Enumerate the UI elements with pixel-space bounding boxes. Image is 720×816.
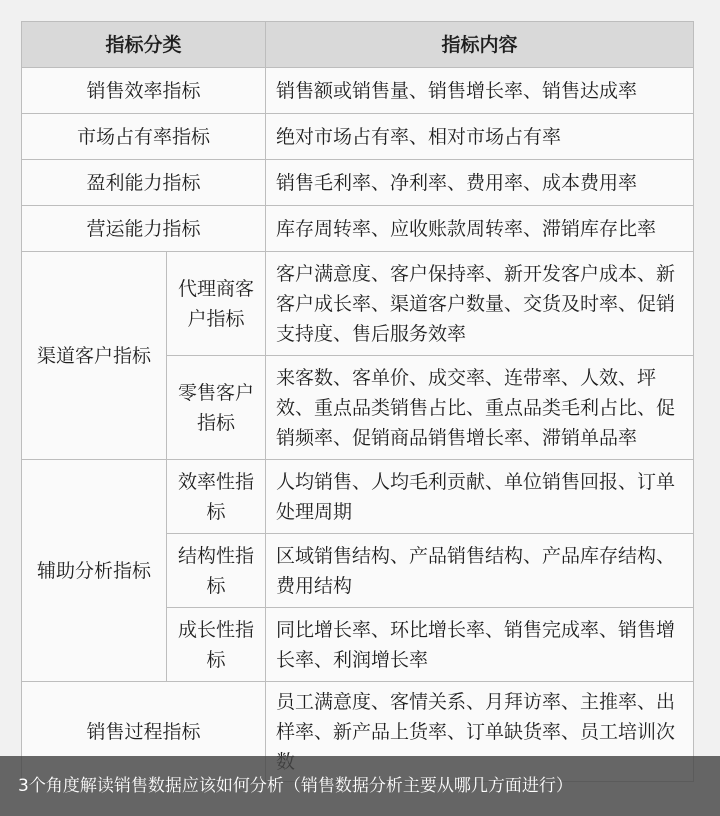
row-content: 销售毛利率、净利率、费用率、成本费用率 (266, 160, 694, 206)
channel-retail-content: 来客数、客单价、成交率、连带率、人效、坪效、重点品类销售占比、重点品类毛利占比、促销频率、促销商品销售增长率、滞销单品率 (266, 356, 694, 460)
table-header-row (22, 22, 694, 68)
table-row (22, 68, 694, 114)
aux-sub-efficiency: 效率性指标 (167, 460, 266, 534)
process-category: 销售过程指标 (22, 682, 266, 782)
aux-efficiency-content: 人均销售、人均毛利贡献、单位销售回报、订单处理周期 (266, 460, 694, 534)
indicator-table-container (21, 21, 693, 782)
row-category: 市场占有率指标 (22, 114, 266, 160)
header-category: 指标分类 (22, 22, 266, 68)
row-category: 营运能力指标 (22, 206, 266, 252)
row-content: 库存周转率、应收账款周转率、滞销库存比率 (266, 206, 694, 252)
aux-sub-growth: 成长性指标 (167, 608, 266, 682)
header-content: 指标内容 (266, 22, 694, 68)
table-row (22, 160, 694, 206)
table-row (22, 460, 694, 534)
auxiliary-category: 辅助分析指标 (22, 460, 167, 682)
row-content: 绝对市场占有率、相对市场占有率 (266, 114, 694, 160)
channel-category: 渠道客户指标 (22, 252, 167, 460)
channel-agent-content: 客户满意度、客户保持率、新开发客户成本、新客户成长率、渠道客户数量、交货及时率、促销支持度、售后服务效率 (266, 252, 694, 356)
row-category: 盈利能力指标 (22, 160, 266, 206)
image-caption: 3个角度解读销售数据应该如何分析（销售数据分析主要从哪几方面进行） (0, 756, 720, 816)
aux-structure-content: 区域销售结构、产品销售结构、产品库存结构、费用结构 (266, 534, 694, 608)
table-row (22, 114, 694, 160)
table-row (22, 252, 694, 356)
channel-sub-agent: 代理商客户指标 (167, 252, 266, 356)
row-content: 销售额或销售量、销售增长率、销售达成率 (266, 68, 694, 114)
indicator-table (21, 21, 694, 782)
process-content: 员工满意度、客情关系、月拜访率、主推率、出样率、新产品上货率、订单缺货率、员工培训次 (266, 682, 694, 782)
row-category: 销售效率指标 (22, 68, 266, 114)
aux-sub-structure: 结构性指标 (167, 534, 266, 608)
channel-sub-retail: 零售客户指标 (167, 356, 266, 460)
aux-growth-content: 同比增长率、环比增长率、销售完成率、销售增长率、利润增长率 (266, 608, 694, 682)
table-row (22, 206, 694, 252)
